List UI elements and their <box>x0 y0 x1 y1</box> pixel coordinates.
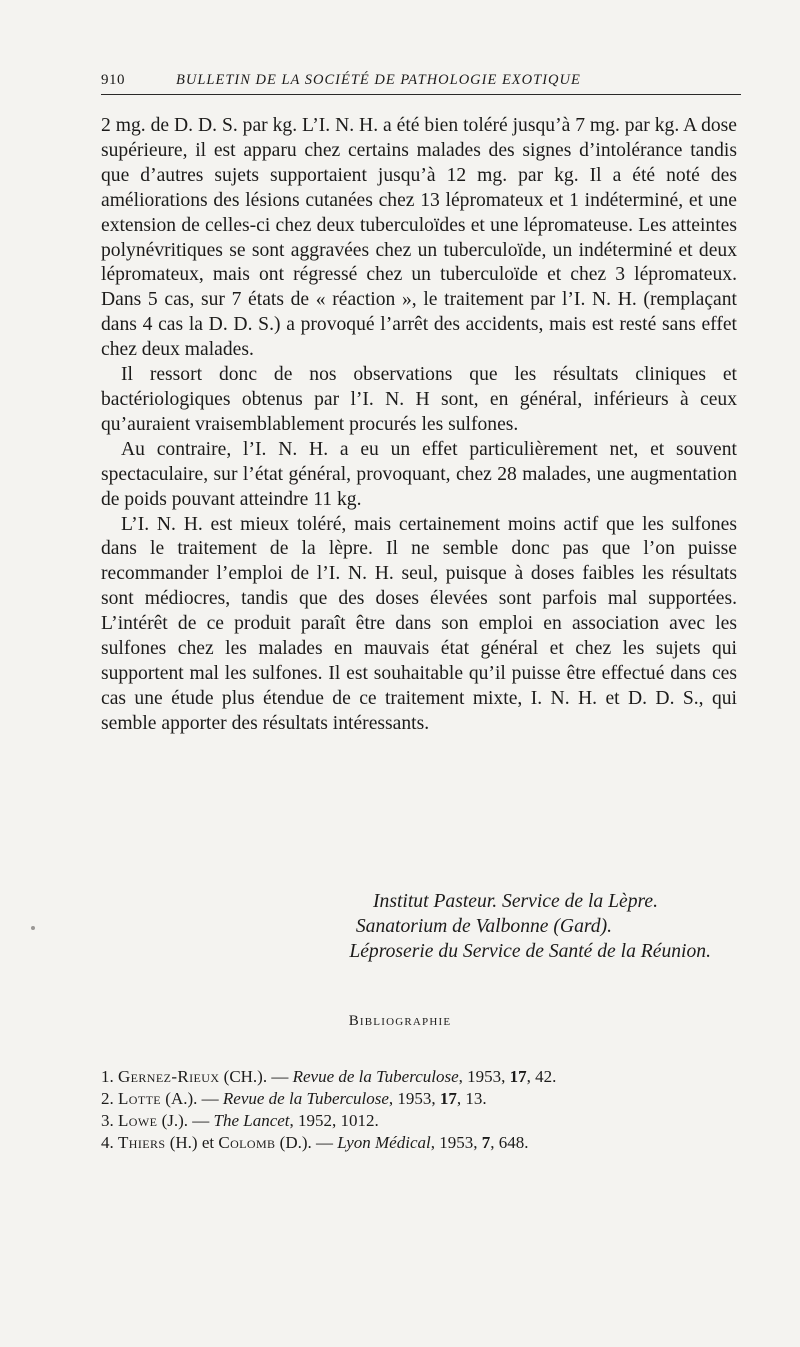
bibliography-heading: Bibliographie <box>348 1013 452 1029</box>
reference-item <box>101 1110 741 1132</box>
reference-journal: The Lancet <box>213 1111 290 1130</box>
paragraph-3: Au contraire, l’I. N. H. a eu un effet particulièrement net, et souvent spectaculaire, sur l’état général, provoquant, chez 28 malades, une augmentation de poids pouvant atteindre 11 kg. <box>101 438 737 510</box>
reference-volume: 7 <box>481 1133 491 1152</box>
reference-number: 3. <box>101 1111 114 1130</box>
institution-signature <box>101 890 711 965</box>
reference-item <box>101 1132 741 1154</box>
reference-journal: Revue de la Tuberculose <box>222 1089 389 1108</box>
reference-year: , 1953, <box>430 1133 482 1152</box>
reference-initials: (CH.). — <box>219 1067 293 1086</box>
reference-list <box>101 1066 741 1154</box>
reference-pages: , 42. <box>526 1067 557 1086</box>
page-number: 910 <box>101 72 125 88</box>
reference-author: Lotte <box>118 1089 162 1108</box>
margin-speck <box>31 926 35 930</box>
reference-pages: , 648. <box>490 1133 529 1152</box>
reference-journal: Lyon Médical <box>337 1133 431 1152</box>
signature-line-1: Institut Pasteur. Service de la Lèpre. <box>373 891 658 912</box>
reference-year: , 1952, 1012. <box>289 1111 379 1130</box>
paragraph-4: L’I. N. H. est mieux toléré, mais certainement moins actif que les sulfones dans le traitement de la lèpre. Il ne semble donc pas que l’on puisse recommander l’emploi de l’I. N. H. seul, puisque à doses faibles les résultats sont médiocres, tandis que des doses élevées sont parfois mal supportées. L’intérêt de ce produit paraît être dans son emploi en association avec les sulfones chez les malades en mauvais état général et chez les sujets qui supportent mal les sulfones. Il est souhaitable qu’il puisse être effectué dans ces cas une étude plus étendue de ce traitement mixte, I. N. H. et D. D. S., qui semble apporter des résultats intéressants. <box>101 513 737 734</box>
reference-year: , 1953, <box>388 1089 440 1108</box>
reference-item <box>101 1088 741 1110</box>
reference-number: 2. <box>101 1089 114 1108</box>
paragraph-2: Il ressort donc de nos observations que les résultats cliniques et bactériologiques obtenus par l’I. N. H sont, en général, inférieurs à ceux qu’auraient vraisemblablement procurés les sulfones. <box>101 364 737 435</box>
paragraph-1: 2 mg. de D. D. S. par kg. L’I. N. H. a été bien toléré jusqu’à 7 mg. par kg. A dose supérieure, il est apparu chez certains malades des signes d’intolérance tandis que d’autres sujets supportaient jusqu’à 12 mg. par kg. Il a été noté des améliorations des lésions cutanées chez 13 lépromateux et 1 indéterminé, et une extension de celles-ci chez deux tuberculoïdes et une lépromateuse. Les atteintes polynévritiques se sont aggravées chez un tuberculoïde, un indéterminé et deux lépromateux, mais ont régressé chez un tuberculoïde et chez 3 lépromateux. Dans 5 cas, sur 7 états de « réaction », le traitement par l’I. N. H. (remplaçant dans 4 cas la D. D. S.) a provoqué l’arrêt des accidents, mais est resté sans effet chez deux malades. <box>101 115 737 361</box>
reference-number: 4. <box>101 1133 114 1152</box>
running-header <box>101 66 741 95</box>
reference-initials: (A.). — <box>161 1089 223 1108</box>
reference-initials: (J.). — <box>157 1111 214 1130</box>
reference-author: Lowe <box>118 1111 158 1130</box>
reference-author-2: Colomb <box>218 1133 276 1152</box>
reference-journal: Revue de la Tuberculose <box>292 1067 459 1086</box>
reference-author: Gernez-Rieux <box>118 1067 220 1086</box>
reference-initials-2: (D.). — <box>275 1133 338 1152</box>
reference-item <box>101 1066 741 1088</box>
signature-line-3: Léproserie du Service de Santé de la Réunion. <box>349 940 711 962</box>
reference-author: Thiers <box>118 1133 166 1152</box>
reference-pages: , 13. <box>456 1089 487 1108</box>
reference-volume: 17 <box>509 1067 527 1086</box>
article-body <box>101 114 737 737</box>
reference-initials: (H.) et <box>165 1133 219 1152</box>
signature-line-2: Sanatorium de Valbonne (Gard). <box>355 915 612 937</box>
reference-number: 1. <box>101 1067 114 1086</box>
journal-title: BULLETIN DE LA SOCIÉTÉ DE PATHOLOGIE EXOTIQUE <box>176 72 581 88</box>
reference-volume: 17 <box>439 1089 457 1108</box>
reference-year: , 1953, <box>458 1067 510 1086</box>
